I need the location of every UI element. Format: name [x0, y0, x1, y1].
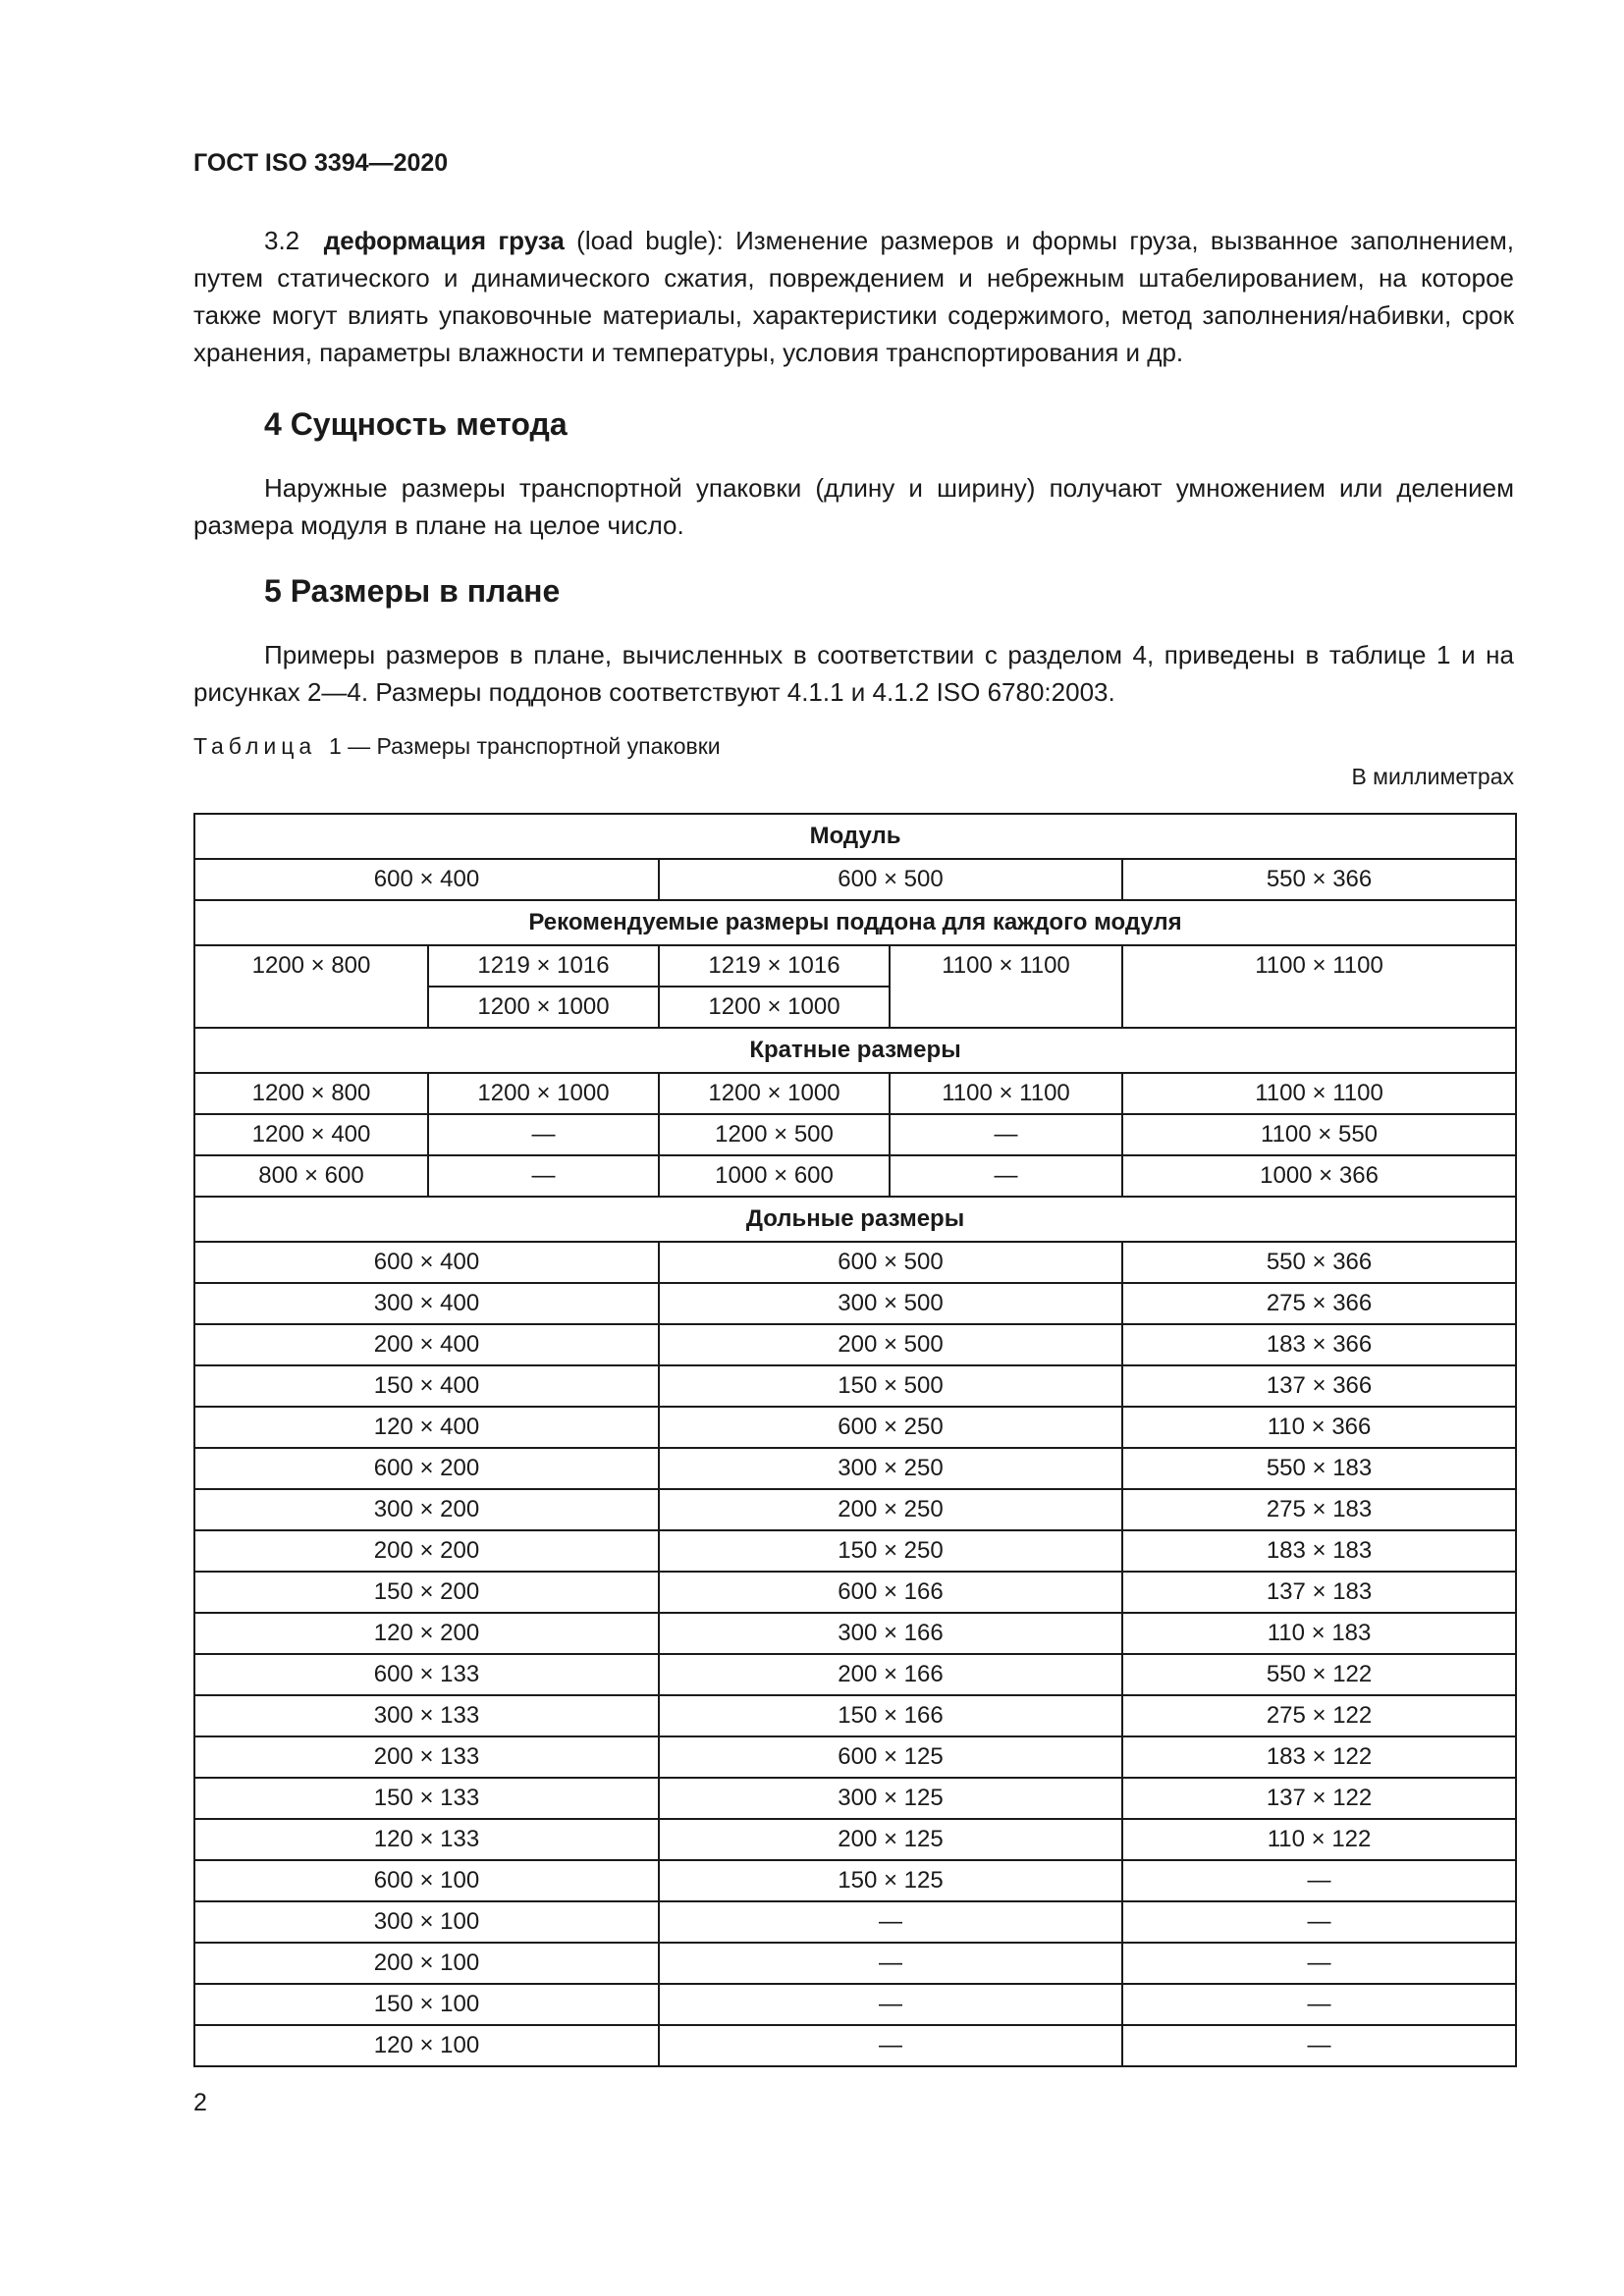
table-cell: 150 × 400 — [194, 1365, 659, 1407]
module-header: Модуль — [194, 814, 1516, 859]
table-cell: 550 × 183 — [1122, 1448, 1516, 1489]
table-row — [194, 1114, 1516, 1155]
table-cell: 200 × 400 — [194, 1324, 659, 1365]
table-row — [194, 1324, 1516, 1365]
table-row — [194, 1530, 1516, 1572]
table-cell: 1100 × 1100 — [1122, 945, 1516, 1028]
table-cell: 600 × 125 — [659, 1736, 1122, 1778]
table-row — [194, 1365, 1516, 1407]
table-cell: — — [659, 1943, 1122, 1984]
table-row — [194, 1860, 1516, 1901]
table-cell: 200 × 100 — [194, 1943, 659, 1984]
table-row — [194, 1073, 1516, 1114]
section-4-title: 4 Сущность метода — [264, 406, 568, 442]
table-cell: 600 × 250 — [659, 1407, 1122, 1448]
table-row — [194, 1943, 1516, 1984]
table-cell: 1000 × 366 — [1122, 1155, 1516, 1197]
table-cell: 1200 × 800 — [194, 945, 428, 1028]
section-5-title: 5 Размеры в плане — [264, 573, 561, 609]
fraction-header: Дольные размеры — [194, 1197, 1516, 1242]
table-cell: 1200 × 500 — [659, 1114, 890, 1155]
table-row — [194, 1984, 1516, 2025]
table-cell: 300 × 100 — [194, 1901, 659, 1943]
table-row — [194, 1448, 1516, 1489]
table-row — [194, 900, 1516, 945]
table-row — [194, 1736, 1516, 1778]
table-cell: 1200 × 1000 — [428, 987, 659, 1028]
table-row — [194, 1901, 1516, 1943]
table-cell: 275 × 366 — [1122, 1283, 1516, 1324]
table-cell: 1000 × 600 — [659, 1155, 890, 1197]
table-cell: 110 × 122 — [1122, 1819, 1516, 1860]
table-cell: 300 × 200 — [194, 1489, 659, 1530]
table-cell: 150 × 500 — [659, 1365, 1122, 1407]
table-row — [194, 1242, 1516, 1283]
table-cell: — — [659, 2025, 1122, 2066]
table-cell: 120 × 133 — [194, 1819, 659, 1860]
table-caption — [193, 733, 721, 760]
table-cell: 1219 × 1016 — [659, 945, 890, 987]
table-cell: 183 × 122 — [1122, 1736, 1516, 1778]
table-cell: 120 × 100 — [194, 2025, 659, 2066]
table-cell: 183 × 366 — [1122, 1324, 1516, 1365]
table-cell: — — [890, 1155, 1122, 1197]
multiple-header: Кратные размеры — [194, 1028, 1516, 1073]
table-row — [194, 1407, 1516, 1448]
table-cell: 1100 × 550 — [1122, 1114, 1516, 1155]
table-cell: 120 × 400 — [194, 1407, 659, 1448]
table-cell: 600 × 500 — [659, 859, 1122, 900]
table-cell: 600 × 100 — [194, 1860, 659, 1901]
pallet-header: Рекомендуемые размеры поддона для каждого модуля — [194, 900, 1516, 945]
table-cell: 1200 × 1000 — [659, 1073, 890, 1114]
table-cell: — — [1122, 1984, 1516, 2025]
table-cell: 275 × 183 — [1122, 1489, 1516, 1530]
table-cell: 200 × 133 — [194, 1736, 659, 1778]
table-row — [194, 1819, 1516, 1860]
table-cell: 183 × 183 — [1122, 1530, 1516, 1572]
table-cell: 110 × 366 — [1122, 1407, 1516, 1448]
table-cell: 600 × 500 — [659, 1242, 1122, 1283]
table-cell: 1100 × 1100 — [890, 945, 1122, 1028]
table-cell: — — [890, 1114, 1122, 1155]
table-cell: 120 × 200 — [194, 1613, 659, 1654]
table-cell: 550 × 366 — [1122, 859, 1516, 900]
table-row — [194, 1028, 1516, 1073]
table-cell: 300 × 400 — [194, 1283, 659, 1324]
table-cell: 1200 × 1000 — [659, 987, 890, 1028]
term-definition-paragraph — [193, 222, 1514, 371]
table-cell: 600 × 400 — [194, 859, 659, 900]
table-cell: 300 × 250 — [659, 1448, 1122, 1489]
table-cell: 550 × 366 — [1122, 1242, 1516, 1283]
table-cell: 1219 × 1016 — [428, 945, 659, 987]
table-cell: 150 × 250 — [659, 1530, 1122, 1572]
table-cell: 800 × 600 — [194, 1155, 428, 1197]
table-cell: 600 × 166 — [659, 1572, 1122, 1613]
table-row — [194, 2025, 1516, 2066]
table-cell: 150 × 200 — [194, 1572, 659, 1613]
table-cell: — — [428, 1114, 659, 1155]
table-row — [194, 1197, 1516, 1242]
table-cell: 1200 × 1000 — [428, 1073, 659, 1114]
table-row — [194, 1778, 1516, 1819]
table-cell: 1100 × 1100 — [890, 1073, 1122, 1114]
table-cell: — — [1122, 1943, 1516, 1984]
term-title: деформация груза — [323, 226, 565, 255]
table-cell: 600 × 200 — [194, 1448, 659, 1489]
table-row — [194, 1654, 1516, 1695]
table-row — [194, 945, 1516, 987]
table-cell: 150 × 133 — [194, 1778, 659, 1819]
table-cell: 150 × 166 — [659, 1695, 1122, 1736]
table-cell: 200 × 500 — [659, 1324, 1122, 1365]
section-5-text: Примеры размеров в плане, вычисленных в соответствии с разделом 4, приведены в таблице 1 и на рисунках 2—4. Размеры поддонов соответствуют 4.1.1 и 4.1.2 ISO 6780:2003. — [193, 640, 1514, 707]
table-cell: — — [659, 1984, 1122, 2025]
table-caption-text: 1 — Размеры транспортной упаковки — [328, 733, 721, 759]
table-row — [194, 859, 1516, 900]
table-cell: 200 × 125 — [659, 1819, 1122, 1860]
table-row — [194, 1489, 1516, 1530]
term-text: Изменение размеров и формы груза, вызванное заполнением, путем статического и динамического сжатия, повреждением и небрежным штабелированием, на которое также могут влиять упаковочные материалы, характеристики содержимого, метод заполнения/набивки, срок хранения, параметры влажности и температуры, условия транспортирования и др. — [193, 226, 1514, 367]
table-cell: — — [1122, 2025, 1516, 2066]
table-cell: 300 × 125 — [659, 1778, 1122, 1819]
table-cell: 300 × 133 — [194, 1695, 659, 1736]
table-cell: 150 × 100 — [194, 1984, 659, 2025]
table-cell: 1200 × 400 — [194, 1114, 428, 1155]
table-cell: 1100 × 1100 — [1122, 1073, 1516, 1114]
table-units: В миллиметрах — [1351, 764, 1514, 789]
table-cell: 300 × 500 — [659, 1283, 1122, 1324]
table-row — [194, 1695, 1516, 1736]
section-4-text: Наружные размеры транспортной упаковки (длину и ширину) получают умножением или делением размера модуля в плане на целое число. — [193, 473, 1514, 540]
page-number: 2 — [193, 2089, 207, 2116]
table-cell: 137 × 122 — [1122, 1778, 1516, 1819]
table-row — [194, 1572, 1516, 1613]
table-row — [194, 1613, 1516, 1654]
table-cell: 137 × 183 — [1122, 1572, 1516, 1613]
table-row — [194, 1283, 1516, 1324]
table-cell: — — [659, 1901, 1122, 1943]
table-cell: 110 × 183 — [1122, 1613, 1516, 1654]
table-cell: 200 × 250 — [659, 1489, 1122, 1530]
table-row — [194, 1155, 1516, 1197]
table-cell: — — [428, 1155, 659, 1197]
table-cell: 275 × 122 — [1122, 1695, 1516, 1736]
packaging-sizes-table — [193, 813, 1517, 2067]
table-cell: 1200 × 800 — [194, 1073, 428, 1114]
table-caption-label: Таблица — [193, 733, 317, 759]
table-cell: 150 × 125 — [659, 1860, 1122, 1901]
term-english: (load bugle): — [576, 226, 724, 255]
term-number: 3.2 — [264, 226, 300, 255]
table-cell: 200 × 166 — [659, 1654, 1122, 1695]
table-cell: 600 × 400 — [194, 1242, 659, 1283]
table-cell: 200 × 200 — [194, 1530, 659, 1572]
table-row — [194, 814, 1516, 859]
table-cell: — — [1122, 1860, 1516, 1901]
table-cell: — — [1122, 1901, 1516, 1943]
document-code: ГОСТ ISO 3394—2020 — [193, 149, 449, 177]
table-cell: 300 × 166 — [659, 1613, 1122, 1654]
table-cell: 550 × 122 — [1122, 1654, 1516, 1695]
table-cell: 600 × 133 — [194, 1654, 659, 1695]
table-cell: 137 × 366 — [1122, 1365, 1516, 1407]
